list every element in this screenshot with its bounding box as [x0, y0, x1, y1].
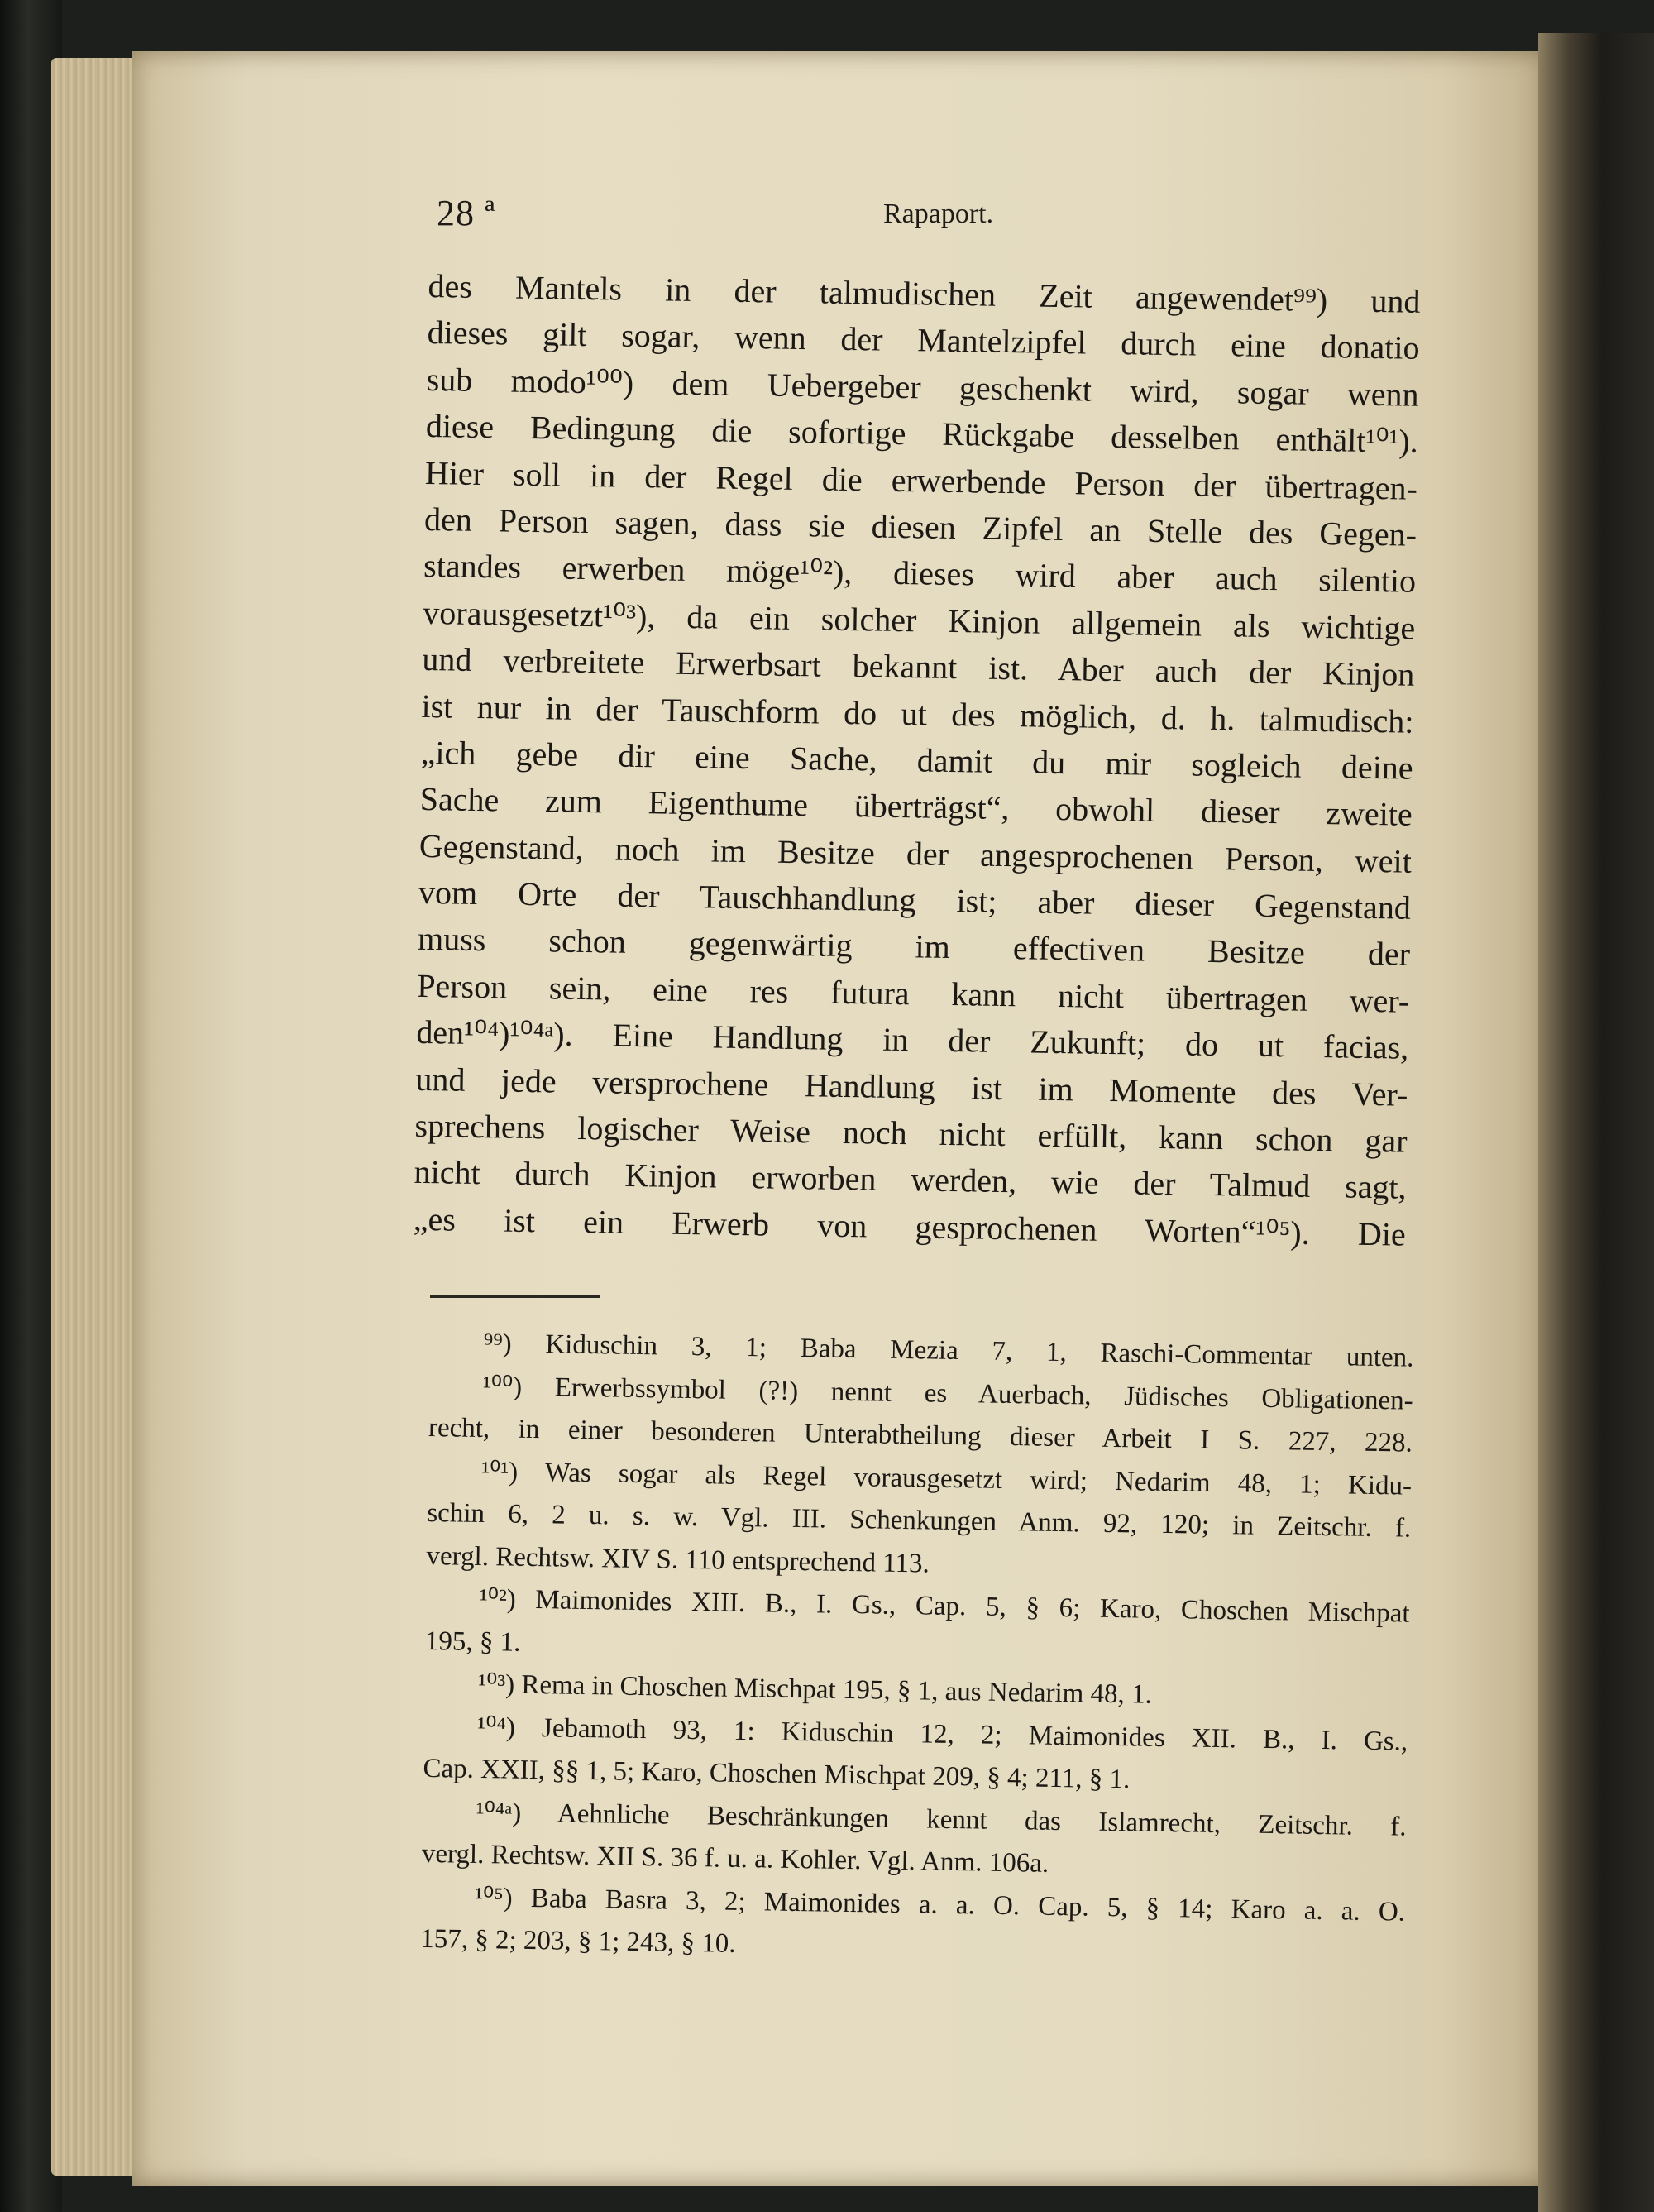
footnote-line: ¹⁰⁵) Baba Basra 3, 2; Maimonides a. a. O. Cap. 5, § 14; Karo a. a. O.	[474, 1882, 1406, 1927]
footnote-line: vergl. Rechtsw. XIV S. 110 entsprechend 113.	[426, 1540, 930, 1579]
footnote-line: 195, § 1.	[424, 1625, 521, 1658]
body-line: Gegenstand, noch im Besitze der angesprochenen Person, weit	[418, 826, 1413, 880]
body-line: und jede versprochene Handlung ist im Momente des Ver-	[415, 1060, 1408, 1113]
body-line: Hier soll in der Regel die erwerbende Person der übertragen-	[424, 453, 1418, 507]
body-text	[413, 263, 1420, 1258]
body-line: ist nur in der Tauschform do ut des möglich, d. h. talmudisch:	[421, 687, 1414, 740]
footnote-line: Cap. XXII, §§ 1, 5; Karo, Choschen Mischpat 209, § 4; 211, § 1.	[423, 1753, 1131, 1795]
body-line: „es ist ein Erwerb von gesprochenen Worten“¹⁰⁵). Die	[413, 1199, 1407, 1253]
footnote-line: ¹⁰⁴ᵃ) Aehnliche Beschränkungen kennt das Islamrecht, Zeitschr. f.	[476, 1797, 1407, 1842]
footnote-line: recht, in einer besonderen Unterabtheilung dieser Arbeit I S. 227, 228.	[428, 1412, 1413, 1458]
footnote-line: ¹⁰⁴) Jebamoth 93, 1: Kiduschin 12, 2; Maimonides XII. B., I. Gs.,	[477, 1712, 1408, 1757]
body-line: standes erwerben möge¹⁰²), dieses wird aber auch silentio	[423, 547, 1417, 601]
body-line: vom Orte der Tauschhandlung ist; aber dieser Gegenstand	[418, 873, 1412, 926]
body-line: diese Bedingung die sofortige Rückgabe desselben enthält¹⁰¹).	[425, 407, 1419, 460]
page-header	[437, 192, 1413, 250]
body-line: muss schon gegenwärtig im effectiven Besitze der	[417, 920, 1411, 974]
body-line: den Person sagen, dass sie diesen Zipfel an Stelle des Gegen-	[423, 500, 1417, 553]
footnote-line: ⁹⁹) Kiduschin 3, 1; Baba Mezia 7, 1, Raschi-Commentar unten.	[483, 1329, 1414, 1373]
body-line: den¹⁰⁴)¹⁰⁴ᵃ). Eine Handlung in der Zukunft; do ut facias,	[416, 1013, 1409, 1066]
book-gutter	[1538, 33, 1654, 2212]
body-line: sub modo¹⁰⁰) dem Uebergeber geschenkt wird, sogar wenn	[426, 360, 1420, 414]
body-line: des Mantels in der talmudischen Zeit angewendet⁹⁹) und	[428, 266, 1421, 320]
footnote-line: ¹⁰¹) Was sogar als Regel vorausgesetzt wird; Nedarim 48, 1; Kidu-	[480, 1456, 1413, 1501]
body-line: Sache zum Eigenthume überträgst“, obwohl dieser zweite	[419, 780, 1413, 834]
page-number: 28 ª	[437, 193, 496, 233]
body-line: dieses gilt sogar, wenn der Mantelzipfel durch eine donatio	[427, 314, 1420, 367]
running-head: Rapaport.	[883, 199, 994, 229]
footnote-line: ¹⁰³) Rema in Choschen Mischpat 195, § 1, aus Nedarim 48, 1.	[477, 1669, 1153, 1710]
footnote-line: 157, § 2; 203, § 1; 243, § 10.	[419, 1923, 736, 1959]
body-line: und verbreitete Erwerbsart bekannt ist. Aber auch der Kinjon	[422, 640, 1415, 693]
footnote-separator	[430, 1295, 600, 1298]
footnotes	[420, 1322, 1414, 1976]
body-line: nicht durch Kinjon erworben werden, wie der Talmud sagt,	[414, 1153, 1407, 1207]
body-line: „ich gebe dir eine Sache, damit du mir sogleich deine	[420, 733, 1413, 787]
body-line: vorausgesetzt¹⁰³), da ein solcher Kinjon allgemein als wichtige	[423, 593, 1416, 647]
body-line: Person sein, eine res futura kann nicht übertragen wer-	[416, 966, 1410, 1020]
body-line: sprechens logischer Weise noch nicht erfüllt, kann schon gar	[414, 1106, 1408, 1160]
footnote-line: schin 6, 2 u. s. w. Vgl. III. Schenkungen Anm. 92, 120; in Zeitschr. f.	[427, 1497, 1412, 1544]
footnote-line: vergl. Rechtsw. XII S. 36 f. u. a. Kohler. Vgl. Anm. 106a.	[421, 1838, 1049, 1879]
footnote-line: ¹⁰⁰) Erwerbssymbol (?!) nennt es Auerbach, Jüdisches Obligationen-	[482, 1371, 1413, 1416]
footnote-line: ¹⁰²) Maimonides XIII. B., I. Gs., Cap. 5, § 6; Karo, Choschen Mischpat	[479, 1583, 1410, 1629]
